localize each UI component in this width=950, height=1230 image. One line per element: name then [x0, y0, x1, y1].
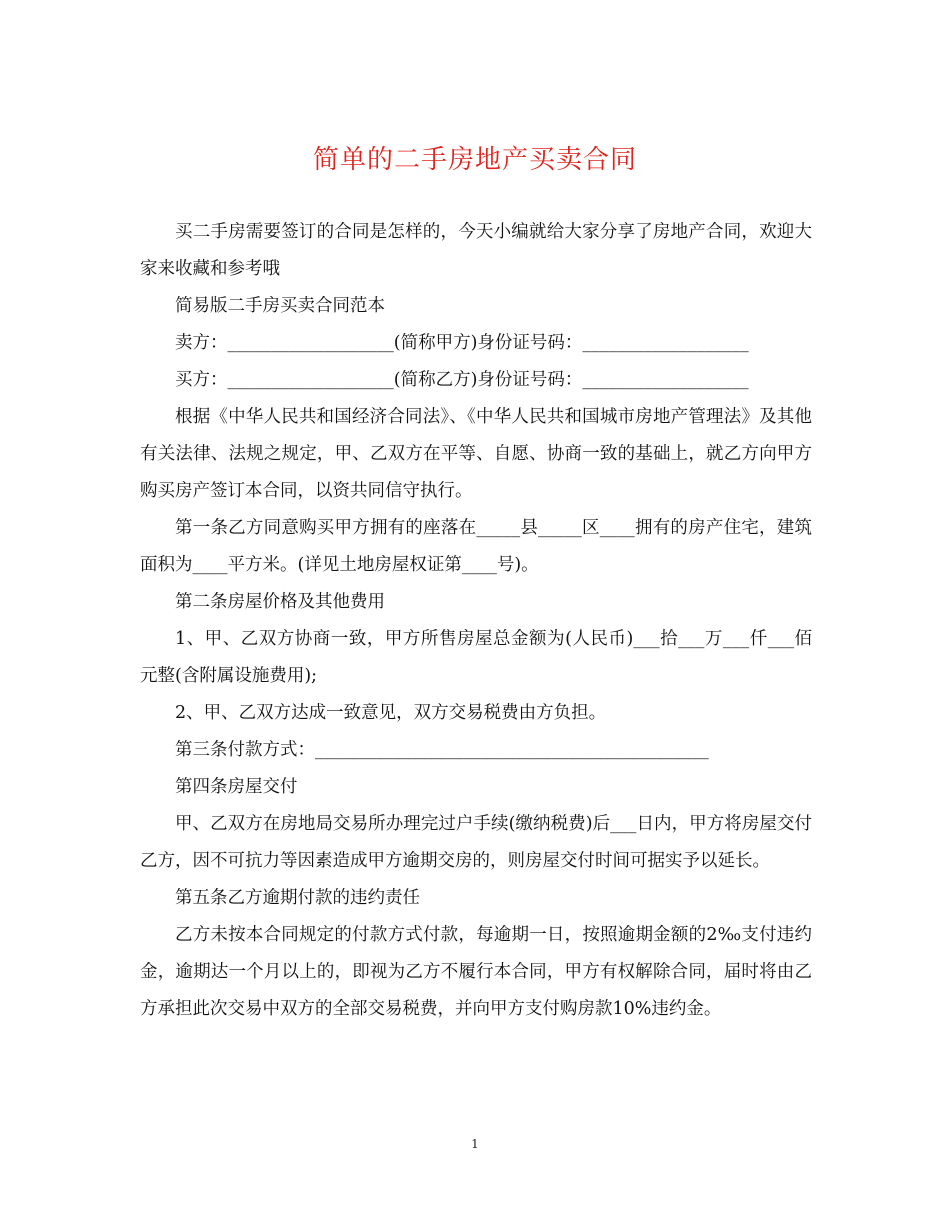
legal-basis-paragraph: 根据《中华人民共和国经济合同法》、《中华人民共和国城市房地产管理法》及其他有关法律、法规之规定，甲、乙双方在平等、自愿、协商一致的基础上，就乙方向甲方购买房产签订本合同，以资共同信守执行。: [140, 407, 812, 501]
intro-paragraph: 买二手房需要签订的合同是怎样的，今天小编就给大家分享了房地产合同，欢迎大家来收藏和参考哦: [140, 222, 812, 279]
article-2-heading: 第二条房屋价格及其他费用: [175, 592, 385, 612]
document-title: 简单的二手房地产买卖合同: [312, 145, 637, 175]
article-2-item-2: 2、甲、乙双方达成一致意见，双方交易税费由方负担。: [175, 703, 607, 723]
document-body: [140, 214, 812, 1028]
page-number: 1: [471, 1137, 479, 1151]
seller-line: 卖方：___________________(简称甲方)身份证号码：___________________: [175, 333, 749, 353]
contract-heading: 简易版二手房买卖合同范本: [175, 296, 385, 316]
article-2-item-1: 1、甲、乙双方协商一致，甲方所售房屋总金额为(人民币)___拾___万___仟___佰元整(含附属设施费用);: [140, 629, 812, 686]
article-1-paragraph: 第一条乙方同意购买甲方拥有的座落在_____县_____区____拥有的房产住宅，建筑面积为____平方米。(详见土地房屋权证第____号)。: [140, 518, 812, 575]
article-4-paragraph: 甲、乙双方在房地局交易所办理完过户手续(缴纳税费)后___日内，甲方将房屋交付乙方，因不可抗力等因素造成甲方逾期交房的，则房屋交付时间可据实予以延长。: [140, 814, 812, 871]
article-5-heading: 第五条乙方逾期付款的违约责任: [175, 888, 420, 908]
article-5-paragraph: 乙方未按本合同规定的付款方式付款，每逾期一日，按照逾期金额的2‰支付违约金，逾期达一个月以上的，即视为乙方不履行本合同，甲方有权解除合同，届时将由乙方承担此次交易中双方的全部交易税费，并向甲方支付购房款10%违约金。: [140, 925, 812, 1019]
article-3-paragraph: 第三条付款方式：_____________________________________________: [175, 740, 709, 760]
article-4-heading: 第四条房屋交付: [175, 777, 298, 797]
buyer-line: 买方：___________________(简称乙方)身份证号码：___________________: [175, 370, 749, 390]
